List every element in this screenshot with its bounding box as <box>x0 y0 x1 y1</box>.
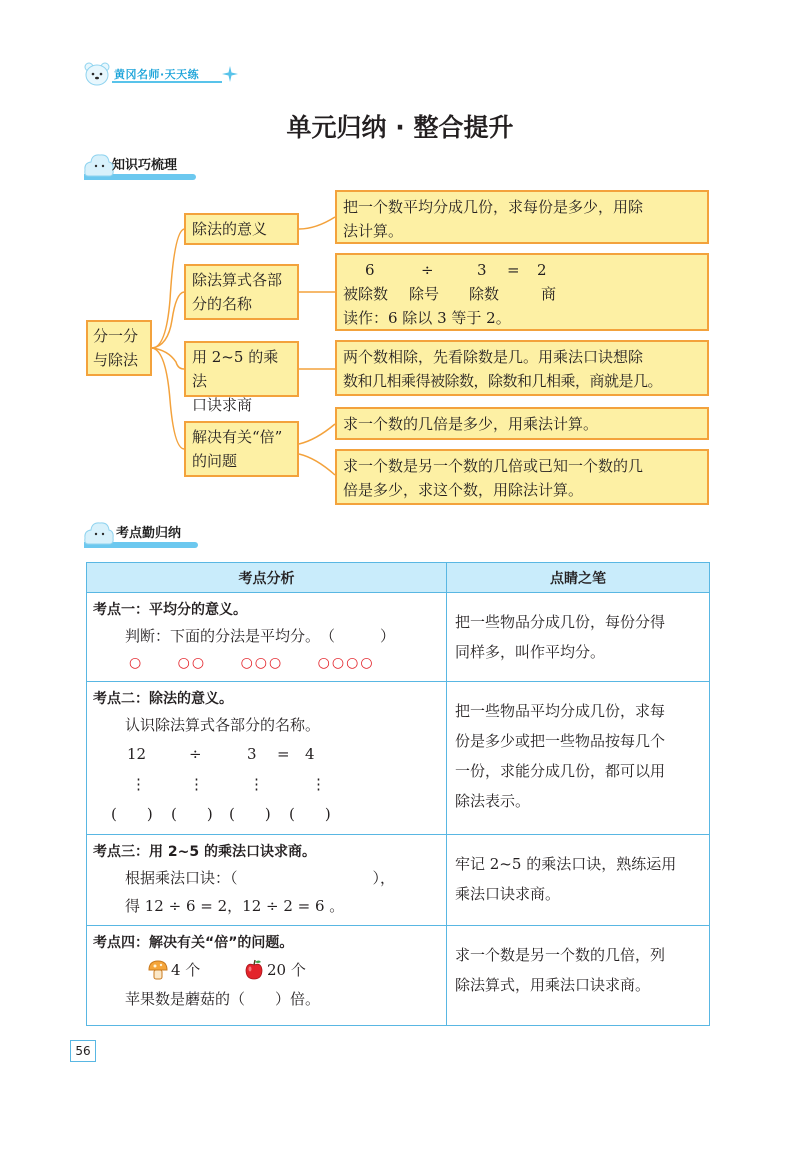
point-cell <box>87 835 447 926</box>
table-row <box>87 593 710 682</box>
circle-group: ○○○○ <box>317 655 375 671</box>
table-row <box>87 926 710 1026</box>
vertical-dots: ⋮ <box>311 775 326 793</box>
expr-term: = <box>507 261 520 279</box>
expr-name: 被除数 <box>343 285 389 303</box>
tip-cell <box>447 593 710 682</box>
math-term: 4 <box>305 745 315 763</box>
tip-line: 求一个数是另一个数的几倍，列 <box>455 946 666 964</box>
node-times <box>184 421 299 477</box>
tip-line: 把一些物品平均分成几份，求每 <box>455 702 666 720</box>
leaf-line: 求一个数的几倍是多少，用乘法计算。 <box>343 415 599 433</box>
point-line: 得 12 ÷ 6 = 2，12 ÷ 2 = 6 。 <box>125 897 345 915</box>
leaf-multiplication <box>335 340 709 396</box>
cloud-icon <box>84 150 114 178</box>
quantity-row <box>93 955 440 985</box>
tip-line: 乘法口诀求商。 <box>455 885 561 903</box>
answer-blank[interactable]: ( ) <box>289 805 331 823</box>
expression-terms <box>343 258 701 282</box>
point-title: 考点一：平均分的意义。 <box>93 602 247 618</box>
point-line: 根据乘法口诀：（ ）， <box>125 869 396 887</box>
answer-blank[interactable]: ( ) <box>229 805 271 823</box>
expression-reading: 读作：6 除以 3 等于 2。 <box>343 309 511 327</box>
expr-term: ÷ <box>421 261 434 279</box>
section-badge-knowledge <box>84 150 196 180</box>
table-header-row <box>87 563 710 593</box>
expr-term: 3 <box>477 261 487 279</box>
root-line-2: 与除法 <box>93 351 139 369</box>
point-line: 认识除法算式各部分的名称。 <box>125 716 321 734</box>
brand-text: 黄冈名师·天天练 <box>114 68 200 81</box>
table-header: 考点分析 <box>87 563 447 593</box>
point-cell <box>87 926 447 1026</box>
math-term: 12 <box>127 745 147 763</box>
table-row <box>87 835 710 926</box>
expr-term: 6 <box>365 261 375 279</box>
apple-icon <box>243 959 265 981</box>
answer-blank[interactable]: ( ) <box>111 805 153 823</box>
section-badge-exam <box>84 518 198 548</box>
point-title: 考点三：用 2~5 的乘法口诀求商。 <box>93 844 316 860</box>
math-expression <box>93 739 440 769</box>
star-icon <box>222 66 238 82</box>
point-cell <box>87 682 447 835</box>
circle-group: ○○○ <box>240 655 284 671</box>
brand-underline <box>112 81 222 83</box>
point-question: 苹果数是蘑菇的（ ）倍。 <box>125 990 321 1008</box>
point-cell <box>87 593 447 682</box>
leaf-meaning <box>335 190 709 244</box>
expr-term: 2 <box>537 261 547 279</box>
point-title: 考点四：解决有关“倍”的问题。 <box>93 935 294 951</box>
page-number: 56 <box>70 1040 96 1062</box>
circle-group: ○ <box>129 655 144 671</box>
node-label: 用 2~5 的乘法 <box>192 348 279 390</box>
leaf-line: 倍是多少，求这个数，用除法计算。 <box>343 481 584 499</box>
answer-blanks <box>93 799 440 829</box>
node-label: 分的名称 <box>192 295 253 313</box>
math-term: ÷ <box>189 745 202 763</box>
tip-line: 份是多少或把一些物品按每几个 <box>455 732 666 750</box>
section-title: 考点勤归纳 <box>116 526 182 541</box>
apple-count: 20 个 <box>267 961 306 979</box>
root-line-1: 分一分 <box>93 327 139 345</box>
exam-points-table <box>86 562 710 1026</box>
node-label: 解决有关“倍” <box>192 428 283 446</box>
expr-name: 除数 <box>469 285 500 303</box>
mindmap-root <box>86 320 152 376</box>
tip-line: 除法算式，用乘法口诀求商。 <box>455 976 651 994</box>
node-multiplication <box>184 341 299 414</box>
vertical-dots: ⋮ <box>249 775 264 793</box>
tip-cell <box>447 682 710 835</box>
leaf-line: 数和几相乘得被除数，除数和几相乘，商就是几。 <box>343 372 663 390</box>
tip-line: 牢记 2~5 的乘法口诀，熟练运用 <box>455 855 677 873</box>
mushroom-icon <box>147 959 169 981</box>
point-title: 考点二：除法的意义。 <box>93 691 233 707</box>
mushroom-count: 4 个 <box>171 961 201 979</box>
brand-header <box>84 62 244 86</box>
page-title: 单元归纳 · 整合提升 <box>286 113 514 142</box>
tip-line: 把一些物品分成几份，每份分得 <box>455 613 666 631</box>
node-names <box>184 264 299 320</box>
leaf-line: 两个数相除，先看除数是几。用乘法口诀想除 <box>343 348 644 366</box>
leaf-times-a <box>335 407 709 440</box>
expr-name: 商 <box>541 285 557 303</box>
leaf-line: 法计算。 <box>343 222 404 240</box>
math-dots <box>93 769 440 799</box>
math-term: 3 <box>247 745 257 763</box>
node-meaning <box>184 213 299 245</box>
leaf-line: 求一个数是另一个数的几倍或已知一个数的几 <box>343 457 644 475</box>
leaf-line: 把一个数平均分成几份，求每份是多少，用除 <box>343 198 644 216</box>
tip-cell <box>447 835 710 926</box>
tip-line: 除法表示。 <box>455 792 531 810</box>
cloud-icon <box>84 518 114 546</box>
vertical-dots: ⋮ <box>189 775 204 793</box>
node-label: 口诀求商 <box>192 396 253 414</box>
vertical-dots: ⋮ <box>131 775 146 793</box>
leaf-times-b <box>335 449 709 505</box>
table-header: 点睛之笔 <box>447 563 710 593</box>
tip-line: 同样多，叫作平均分。 <box>455 643 606 661</box>
node-label: 除法的意义 <box>192 220 268 238</box>
table-row <box>87 682 710 835</box>
circle-groups <box>93 650 440 676</box>
circle-group: ○○ <box>177 655 207 671</box>
expr-name: 除号 <box>409 285 440 303</box>
answer-blank[interactable]: ( ) <box>171 805 213 823</box>
tip-line: 一份，求能分成几份，都可以用 <box>455 762 666 780</box>
node-label: 的问题 <box>192 452 238 470</box>
tip-cell <box>447 926 710 1026</box>
expression-names <box>343 282 701 306</box>
math-term: = <box>277 745 290 763</box>
leaf-expression <box>335 253 709 331</box>
point-line: 判断：下面的分法是平均分。 （ ） <box>125 627 396 645</box>
bear-icon <box>84 62 110 86</box>
section-title: 知识巧梳理 <box>112 158 178 173</box>
node-label: 除法算式各部 <box>192 271 283 289</box>
